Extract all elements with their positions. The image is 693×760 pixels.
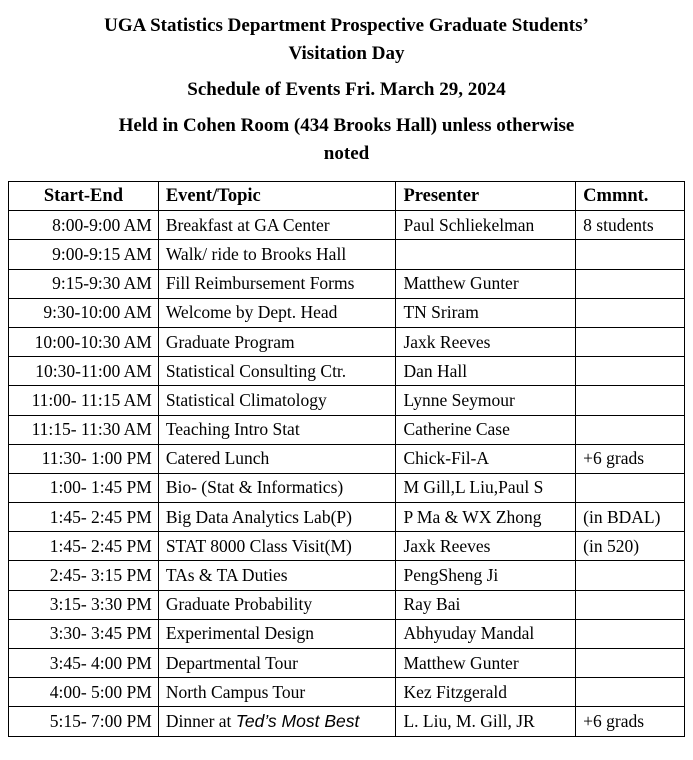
event-cell: Graduate Probability <box>158 590 396 619</box>
event-cell: Welcome by Dept. Head <box>158 298 396 327</box>
comment-cell <box>576 619 685 648</box>
event-cell: Walk/ ride to Brooks Hall <box>158 240 396 269</box>
presenter-cell: Jaxk Reeves <box>396 532 576 561</box>
presenter-cell <box>396 240 576 269</box>
title-line-1: UGA Statistics Department Prospective Graduate Students’ <box>104 15 589 36</box>
event-cell: Statistical Consulting Ctr. <box>158 357 396 386</box>
event-cell: Teaching Intro Stat <box>158 415 396 444</box>
time-cell: 3:30- 3:45 PM <box>9 619 159 648</box>
schedule-date: Schedule of Events Fri. March 29, 2024 <box>187 79 506 100</box>
comment-cell <box>576 386 685 415</box>
time-cell: 1:00- 1:45 PM <box>9 473 159 502</box>
event-cell: Statistical Climatology <box>158 386 396 415</box>
table-row <box>9 503 685 532</box>
time-cell: 10:30-11:00 AM <box>9 357 159 386</box>
time-cell: 11:00- 11:15 AM <box>9 386 159 415</box>
event-cell: Catered Lunch <box>158 444 396 473</box>
time-cell: 10:00-10:30 AM <box>9 327 159 356</box>
time-cell: 9:30-10:00 AM <box>9 298 159 327</box>
presenter-cell: TN Sriram <box>396 298 576 327</box>
presenter-cell: Jaxk Reeves <box>396 327 576 356</box>
table-row <box>9 619 685 648</box>
event-cell: Fill Reimbursement Forms <box>158 269 396 298</box>
table-header-row <box>9 182 685 211</box>
comment-cell <box>576 678 685 707</box>
comment-cell <box>576 561 685 590</box>
event-cell: TAs & TA Duties <box>158 561 396 590</box>
time-cell: 4:00- 5:00 PM <box>9 678 159 707</box>
table-row <box>9 211 685 240</box>
event-cell: STAT 8000 Class Visit(M) <box>158 532 396 561</box>
time-cell: 11:15- 11:30 AM <box>9 415 159 444</box>
presenter-cell: Abhyuday Mandal <box>396 619 576 648</box>
time-cell: 11:30- 1:00 PM <box>9 444 159 473</box>
table-row <box>9 678 685 707</box>
table-row <box>9 649 685 678</box>
time-cell: 2:45- 3:15 PM <box>9 561 159 590</box>
presenter-cell: L. Liu, M. Gill, JR <box>396 707 576 736</box>
presenter-cell: Kez Fitzgerald <box>396 678 576 707</box>
table-row <box>9 386 685 415</box>
presenter-cell: Matthew Gunter <box>396 649 576 678</box>
time-cell: 1:45- 2:45 PM <box>9 503 159 532</box>
column-header-start-end: Start-End <box>9 182 159 211</box>
table-row <box>9 240 685 269</box>
time-cell: 9:15-9:30 AM <box>9 269 159 298</box>
table-row <box>9 269 685 298</box>
table-row <box>9 327 685 356</box>
table-row <box>9 357 685 386</box>
presenter-cell: M Gill,L Liu,Paul S <box>396 473 576 502</box>
time-cell: 5:15- 7:00 PM <box>9 707 159 736</box>
comment-cell <box>576 327 685 356</box>
presenter-cell: PengSheng Ji <box>396 561 576 590</box>
event-cell: Breakfast at GA Center <box>158 211 396 240</box>
event-cell: Bio- (Stat & Informatics) <box>158 473 396 502</box>
table-row <box>9 707 685 736</box>
comment-cell: 8 students <box>576 211 685 240</box>
time-cell: 3:15- 3:30 PM <box>9 590 159 619</box>
presenter-cell: Chick-Fil-A <box>396 444 576 473</box>
comment-cell: (in 520) <box>576 532 685 561</box>
event-cell: Graduate Program <box>158 327 396 356</box>
comment-cell: +6 grads <box>576 444 685 473</box>
time-cell: 9:00-9:15 AM <box>9 240 159 269</box>
presenter-cell: Catherine Case <box>396 415 576 444</box>
event-venue: Ted’s Most Best <box>235 710 360 731</box>
event-cell: North Campus Tour <box>158 678 396 707</box>
comment-cell: +6 grads <box>576 707 685 736</box>
event-prefix: Dinner at <box>165 710 236 731</box>
comment-cell: (in BDAL) <box>576 503 685 532</box>
table-row <box>9 444 685 473</box>
comment-cell <box>576 269 685 298</box>
presenter-cell: Lynne Seymour <box>396 386 576 415</box>
presenter-cell: Dan Hall <box>396 357 576 386</box>
column-header-event: Event/Topic <box>158 182 396 211</box>
schedule-table <box>8 181 685 737</box>
table-row <box>9 298 685 327</box>
presenter-cell: P Ma & WX Zhong <box>396 503 576 532</box>
title-line-2: Visitation Day <box>288 43 405 64</box>
table-row <box>9 415 685 444</box>
column-header-comment: Cmmnt. <box>576 182 685 211</box>
presenter-cell: Matthew Gunter <box>396 269 576 298</box>
comment-cell <box>576 240 685 269</box>
comment-cell <box>576 649 685 678</box>
time-cell: 3:45- 4:00 PM <box>9 649 159 678</box>
location-note-cont: noted <box>323 143 370 164</box>
presenter-cell: Ray Bai <box>396 590 576 619</box>
location-note: Held in Cohen Room (434 Brooks Hall) unless otherwise <box>118 115 575 136</box>
comment-cell <box>576 473 685 502</box>
comment-cell <box>576 298 685 327</box>
comment-cell <box>576 415 685 444</box>
event-cell <box>158 707 396 736</box>
comment-cell <box>576 357 685 386</box>
event-cell: Experimental Design <box>158 619 396 648</box>
table-row <box>9 590 685 619</box>
time-cell: 1:45- 2:45 PM <box>9 532 159 561</box>
event-cell: Big Data Analytics Lab(P) <box>158 503 396 532</box>
table-row <box>9 532 685 561</box>
table-row <box>9 561 685 590</box>
presenter-cell: Paul Schliekelman <box>396 211 576 240</box>
time-cell: 8:00-9:00 AM <box>9 211 159 240</box>
event-cell: Departmental Tour <box>158 649 396 678</box>
column-header-presenter: Presenter <box>396 182 576 211</box>
table-row <box>9 473 685 502</box>
comment-cell <box>576 590 685 619</box>
